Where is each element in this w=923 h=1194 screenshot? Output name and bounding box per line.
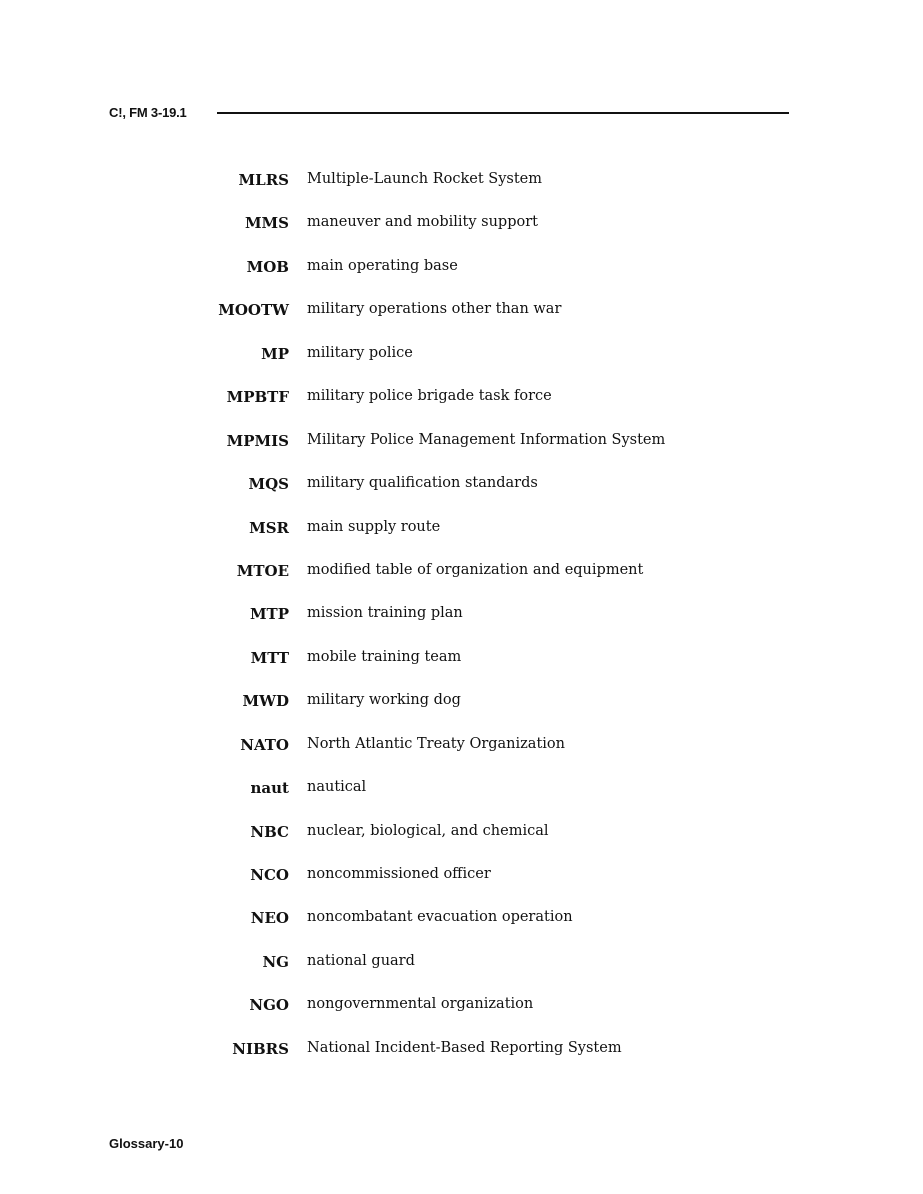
glossary-definition: noncommissioned officer (307, 866, 491, 882)
glossary-definition: military qualification standards (307, 475, 538, 492)
glossary-term: NBC (250, 822, 289, 841)
glossary-term: MPMIS (226, 431, 289, 450)
glossary-term: MPBTF (226, 388, 289, 407)
glossary-entry (0, 725, 923, 768)
glossary-term: MP (261, 344, 289, 363)
glossary-entry (0, 160, 923, 203)
glossary-entry (0, 421, 923, 464)
glossary-entry (0, 377, 923, 420)
glossary-entry (0, 898, 923, 941)
glossary-term: MTOE (236, 561, 289, 580)
glossary-definition: military police (307, 344, 413, 361)
glossary-definition: mission training plan (307, 605, 463, 622)
glossary-term: NATO (240, 735, 289, 754)
glossary-definition: national guard (307, 952, 415, 969)
glossary-entry (0, 638, 923, 681)
glossary-term: MOB (246, 257, 289, 276)
glossary-entry (0, 334, 923, 377)
glossary-definition: National Incident-Based Reporting System (307, 1039, 622, 1056)
glossary-definition: maneuver and mobility support (307, 214, 538, 231)
glossary-definition: mobile training team (307, 648, 462, 665)
glossary-definition: nautical (307, 779, 367, 796)
glossary-entry (0, 985, 923, 1028)
glossary-term: MTP (249, 605, 289, 624)
glossary-definition: military operations other than war (307, 301, 562, 318)
glossary-term: MSR (249, 518, 289, 537)
glossary-entry (0, 1029, 923, 1072)
page-number: Glossary-10 (109, 1136, 184, 1151)
glossary-list (0, 160, 923, 1072)
document-id: C!, FM 3-19.1 (109, 105, 187, 120)
glossary-entry (0, 768, 923, 811)
glossary-definition: modified table of organization and equipment (307, 561, 644, 578)
glossary-definition: Multiple-Launch Rocket System (307, 171, 543, 187)
glossary-entry (0, 290, 923, 333)
glossary-term: MTT (250, 648, 289, 667)
glossary-entry (0, 594, 923, 637)
glossary-entry (0, 203, 923, 246)
glossary-term: NG (262, 952, 289, 971)
glossary-definition: main operating base (307, 257, 458, 274)
glossary-entry (0, 855, 923, 898)
glossary-entry (0, 464, 923, 507)
glossary-definition: military working dog (307, 692, 461, 709)
glossary-entry (0, 247, 923, 290)
glossary-entry (0, 942, 923, 985)
glossary-term: NIBRS (232, 1039, 289, 1058)
glossary-definition: noncombatant evacuation operation (307, 909, 573, 926)
glossary-entry (0, 508, 923, 551)
page-header (109, 103, 789, 125)
glossary-term: NEO (250, 909, 289, 928)
glossary-term: MMS (244, 214, 289, 233)
header-rule (217, 112, 789, 114)
glossary-term: MQS (248, 475, 289, 494)
glossary-entry (0, 551, 923, 594)
glossary-term: NCO (250, 866, 289, 884)
glossary-term: MLRS (238, 171, 289, 189)
glossary-term: MOOTW (218, 301, 289, 320)
glossary-term: MWD (242, 692, 289, 711)
glossary-entry (0, 681, 923, 724)
glossary-term: NGO (249, 996, 289, 1015)
glossary-definition: nongovernmental organization (307, 996, 534, 1013)
glossary-definition: main supply route (307, 518, 441, 535)
glossary-definition: military police brigade task force (307, 388, 552, 405)
glossary-definition: Military Police Management Information System (307, 431, 666, 448)
glossary-term: naut (250, 779, 289, 798)
glossary-definition: North Atlantic Treaty Organization (307, 735, 565, 752)
glossary-definition: nuclear, biological, and chemical (307, 822, 549, 839)
glossary-entry (0, 812, 923, 855)
